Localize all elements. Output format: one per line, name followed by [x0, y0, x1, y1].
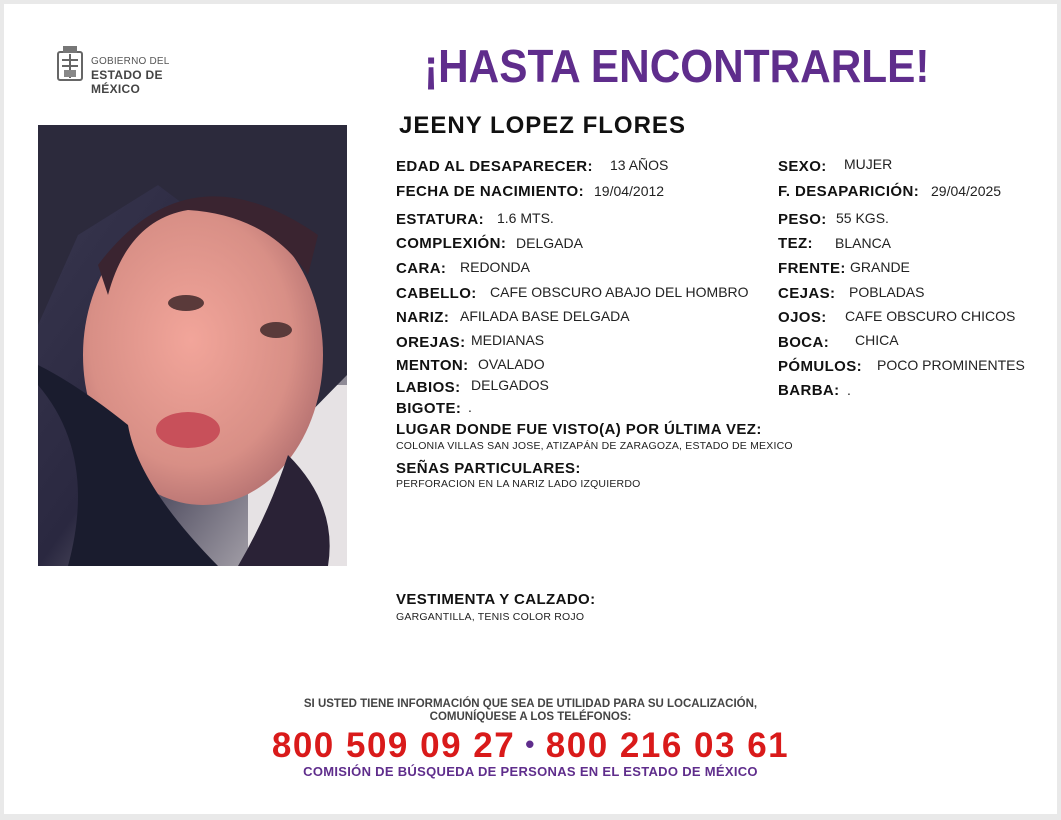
- label-peso: PESO:: [778, 211, 827, 228]
- footer-info-line-2: COMUNÍQUESE A LOS TELÉFONOS:: [429, 711, 632, 723]
- value-cara: REDONDA: [460, 259, 531, 275]
- label-sexo: SEXO:: [778, 158, 827, 175]
- value-senas: PERFORACION EN LA NARIZ LADO IZQUIERDO: [396, 478, 641, 490]
- label-complexion: COMPLEXIÓN:: [396, 235, 507, 252]
- coat-of-arms-icon: [54, 44, 86, 84]
- label-boca: BOCA:: [778, 334, 830, 351]
- value-cejas: POBLADAS: [849, 284, 925, 300]
- label-desaparicion: F. DESAPARICIÓN:: [778, 183, 920, 200]
- poster-sheet: [4, 4, 1057, 814]
- value-nariz: AFILADA BASE DELGADA: [460, 308, 630, 324]
- footer-info-line-1: SI USTED TIENE INFORMACIÓN QUE SEA DE UTILIDAD PARA SU LOCALIZACIÓN,: [303, 698, 758, 710]
- missing-person-photo: [38, 125, 347, 566]
- value-vestimenta: GARGANTILLA, TENIS COLOR ROJO: [396, 611, 585, 623]
- value-nacimiento: 19/04/2012: [594, 183, 665, 199]
- value-lugar: COLONIA VILLAS SAN JOSE, ATIZAPÁN DE ZARAGOZA, ESTADO DE MEXICO: [396, 440, 793, 452]
- value-tez: BLANCA: [835, 235, 892, 251]
- label-frente: FRENTE:: [778, 260, 846, 277]
- government-logo: [54, 44, 214, 96]
- gov-line-1: GOBIERNO DEL: [91, 56, 170, 67]
- value-ojos: CAFE OBSCURO CHICOS: [845, 308, 1016, 324]
- value-bigote: .: [468, 399, 472, 415]
- label-orejas: OREJAS:: [396, 334, 466, 351]
- label-vestimenta: VESTIMENTA Y CALZADO:: [396, 591, 596, 608]
- label-ojos: OJOS:: [778, 309, 827, 326]
- value-edad: 13 AÑOS: [610, 157, 669, 173]
- label-edad: EDAD AL DESAPARECER:: [396, 158, 593, 175]
- person-name: JEENY LOPEZ FLORES: [399, 112, 686, 139]
- label-lugar: LUGAR DONDE FUE VISTO(A) POR ÚLTIMA VEZ:: [396, 421, 762, 438]
- label-barba: BARBA:: [778, 382, 840, 399]
- label-cabello: CABELLO:: [396, 285, 477, 302]
- value-boca: CHICA: [855, 332, 899, 348]
- value-cabello: CAFE OBSCURO ABAJO DEL HOMBRO: [490, 284, 749, 300]
- separator-dot: •: [525, 729, 536, 759]
- phone-2[interactable]: 800 216 03 61: [545, 726, 790, 765]
- gov-line-2: ESTADO DE MÉXICO: [91, 68, 163, 96]
- value-orejas: MEDIANAS: [471, 332, 545, 348]
- phone-numbers: [4, 726, 1057, 766]
- value-pomulos: POCO PROMINENTES: [877, 357, 1025, 373]
- phone-1[interactable]: 800 509 09 27: [271, 726, 516, 765]
- value-complexion: DELGADA: [516, 235, 583, 251]
- label-menton: MENTON:: [396, 357, 469, 374]
- value-peso: 55 KGS.: [836, 210, 889, 226]
- label-nacimiento: FECHA DE NACIMIENTO:: [396, 183, 584, 200]
- label-pomulos: PÓMULOS:: [778, 358, 863, 375]
- value-barba: .: [847, 382, 851, 398]
- label-senas: SEÑAS PARTICULARES:: [396, 460, 581, 477]
- label-cara: CARA:: [396, 260, 447, 277]
- label-bigote: BIGOTE:: [396, 400, 462, 417]
- label-labios: LABIOS:: [396, 379, 461, 396]
- label-nariz: NARIZ:: [396, 309, 450, 326]
- value-sexo: MUJER: [844, 156, 893, 172]
- value-estatura: 1.6 MTS.: [497, 210, 554, 226]
- commission-name: COMISIÓN DE BÚSQUEDA DE PERSONAS EN EL ESTADO DE MÉXICO: [303, 764, 758, 779]
- label-tez: TEZ:: [778, 235, 813, 252]
- label-estatura: ESTATURA:: [396, 211, 485, 228]
- value-labios: DELGADOS: [471, 377, 549, 393]
- value-menton: OVALADO: [478, 356, 545, 372]
- value-frente: GRANDE: [850, 259, 910, 275]
- label-cejas: CEJAS:: [778, 285, 836, 302]
- value-desaparicion: 29/04/2025: [931, 183, 1002, 199]
- headline: ¡HASTA ENCONTRARLE!: [424, 40, 930, 92]
